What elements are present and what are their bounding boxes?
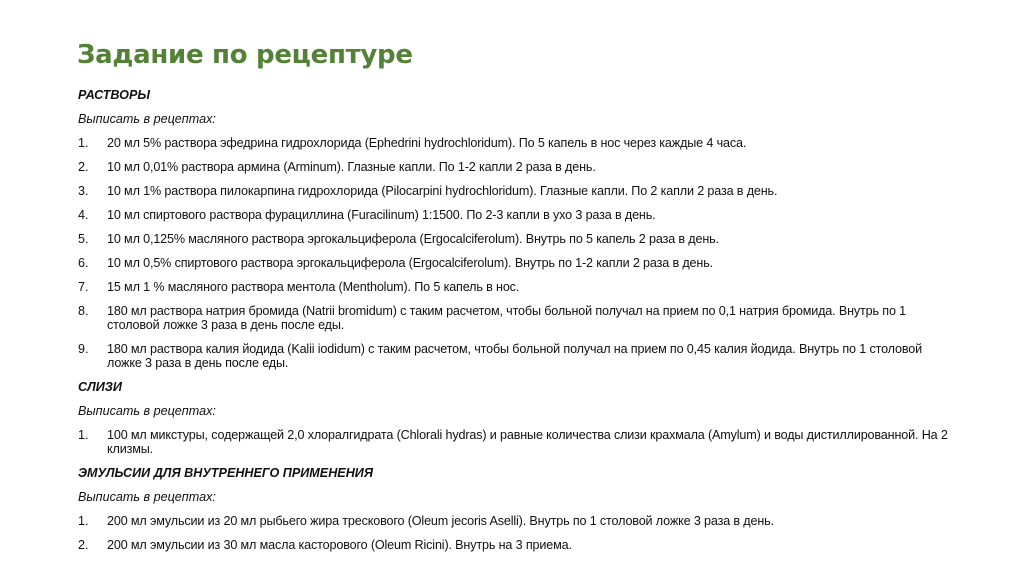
assignment-content — [78, 88, 958, 562]
item-number: 1. — [78, 136, 89, 150]
item-number: 6. — [78, 256, 89, 270]
list-item — [78, 208, 958, 222]
list-item — [78, 184, 958, 198]
item-text: 200 мл эмульсии из 30 мл масла касторового (Oleum Ricini). Внутрь на 3 приема. — [107, 538, 572, 552]
list-item — [78, 304, 958, 332]
list-item — [78, 256, 958, 270]
item-text: 200 мл эмульсии из 20 мл рыбьего жира трескового (Oleum jecoris Aselli). Внутрь по 1 столовой ложке 3 раза в день. — [107, 514, 774, 528]
section-subheading: Выписать в рецептах: — [78, 404, 216, 418]
item-number: 5. — [78, 232, 89, 246]
section-heading-mucilages: СЛИЗИ — [78, 380, 122, 394]
list-item — [78, 428, 958, 456]
item-number: 1. — [78, 514, 89, 528]
item-number: 7. — [78, 280, 89, 294]
item-number: 4. — [78, 208, 89, 222]
section-subheading: Выписать в рецептах: — [78, 112, 216, 126]
item-text: 15 мл 1 % масляного раствора ментола (Mentholum). По 5 капель в нос. — [107, 280, 520, 294]
list-item — [78, 280, 958, 294]
page-title: Задание по рецептуре — [77, 40, 413, 70]
section-heading-solutions: РАСТВОРЫ — [78, 88, 150, 102]
section-heading-emulsions: ЭМУЛЬСИИ ДЛЯ ВНУТРЕННЕГО ПРИМЕНЕНИЯ — [78, 466, 374, 480]
list-item — [78, 232, 958, 246]
item-number: 1. — [78, 428, 89, 442]
item-number: 9. — [78, 342, 89, 356]
list-item — [78, 514, 958, 528]
item-number: 2. — [78, 538, 89, 552]
item-number: 2. — [78, 160, 89, 174]
item-text: 10 мл спиртового раствора фурациллина (Furacilinum) 1:1500. По 2-3 капли в ухо 3 раза в день. — [107, 208, 656, 222]
item-text: 10 мл 0,5% спиртового раствора эргокальциферола (Ergocalciferolum). Внутрь по 1-2 капли 2 раза в день. — [107, 256, 713, 270]
item-text: 10 мл 0,125% масляного раствора эргокальциферола (Ergocalciferolum). Внутрь по 5 капель 2 раза в день. — [107, 232, 719, 246]
list-item — [78, 342, 958, 370]
item-text: 180 мл раствора натрия бромида (Natrii bromidum) с таким расчетом, чтобы больной получал на прием по 0,1 натрия бромида. Внутрь по 1 столовой ложке 3 раза в день после еды. — [107, 304, 907, 332]
item-text: 100 мл микстуры, содержащей 2,0 хлоралгидрата (Chlorali hydras) и равные количества слизи крахмала (Amylum) и воды дистиллированной. На 2 клизмы. — [107, 428, 948, 456]
section-subheading: Выписать в рецептах: — [78, 490, 216, 504]
item-number: 8. — [78, 304, 89, 318]
item-number: 3. — [78, 184, 89, 198]
item-text: 20 мл 5% раствора эфедрина гидрохлорида (Ephedrini hydrochloridum). По 5 капель в нос через каждые 4 часа. — [107, 136, 747, 150]
item-text: 180 мл раствора калия йодида (Kalii iodidum) с таким расчетом, чтобы больной получал на прием по 0,45 калия йодида. Внутрь по 1 столовой ложке 3 раза в день после еды. — [107, 342, 922, 370]
item-text: 10 мл 0,01% раствора армина (Arminum). Глазные капли. По 1-2 капли 2 раза в день. — [107, 160, 596, 174]
list-item — [78, 160, 958, 174]
item-text: 10 мл 1% раствора пилокарпина гидрохлорида (Pilocarpini hydrochloridum). Глазные капли. По 2 капли 2 раза в день. — [107, 184, 778, 198]
list-item — [78, 136, 958, 150]
list-item — [78, 538, 958, 552]
